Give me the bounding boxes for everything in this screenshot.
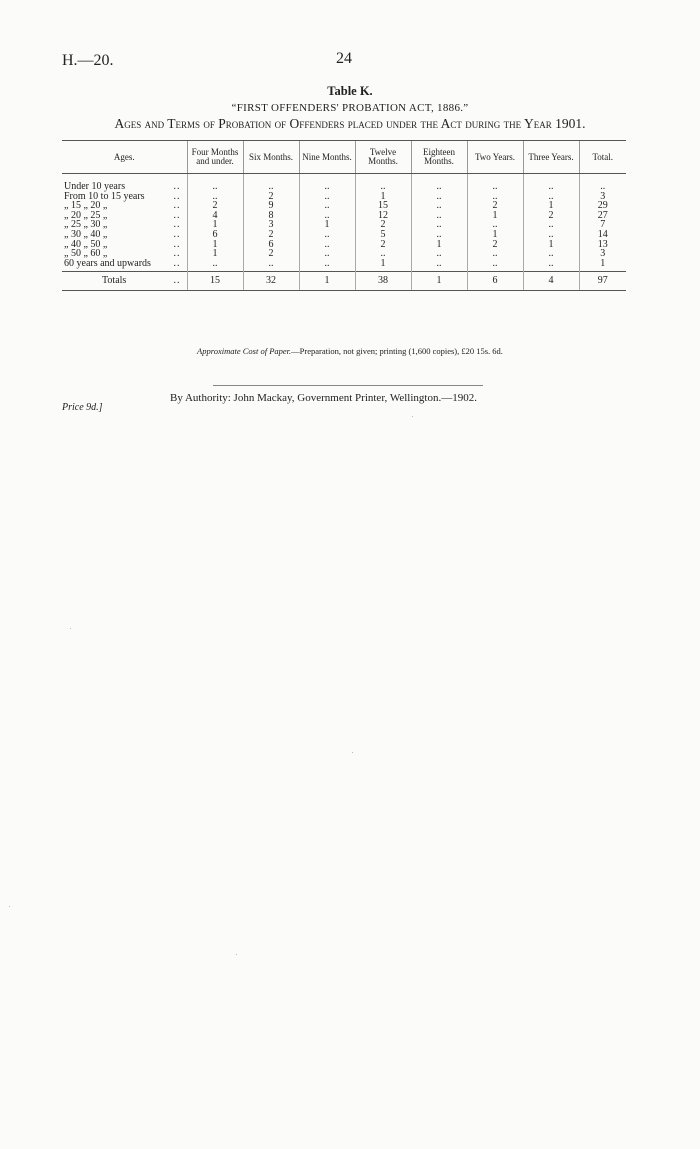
- table-cell: ..: [467, 249, 523, 259]
- table-cell: 3: [243, 220, 299, 230]
- table-body: [62, 174, 626, 291]
- table-cell: ..: [243, 259, 299, 272]
- table-cell: 1: [187, 249, 243, 259]
- table-cell: ..: [467, 174, 523, 192]
- table-cell: 97: [579, 272, 626, 291]
- table-cell: 15: [187, 272, 243, 291]
- table-cell: 1: [187, 240, 243, 250]
- column-header: Eighteen Months.: [411, 141, 467, 174]
- table-cell: 6: [187, 230, 243, 240]
- table-row: [62, 220, 626, 230]
- table-cell: 2: [467, 201, 523, 211]
- table-cell: 9: [243, 201, 299, 211]
- table-cell: ..: [523, 192, 579, 202]
- table-cell: ..: [411, 192, 467, 202]
- cost-note: [0, 346, 700, 356]
- table-cell: 4: [523, 272, 579, 291]
- table-cell: 7: [579, 220, 626, 230]
- table-cell: ..: [299, 249, 355, 259]
- table-cell: ..: [411, 230, 467, 240]
- column-header: Three Years.: [523, 141, 579, 174]
- table-cell: 15: [355, 201, 411, 211]
- table-cell: ..: [187, 192, 243, 202]
- leader-dots: ..: [173, 209, 181, 221]
- table-cell: 27: [579, 211, 626, 221]
- table-cell: ..: [411, 174, 467, 192]
- table-cell: 2: [243, 249, 299, 259]
- table-cell: ..: [299, 259, 355, 272]
- scan-speck: [9, 906, 10, 907]
- table-cell: ..: [411, 201, 467, 211]
- table-cell: 1: [467, 211, 523, 221]
- table-cell: ..: [467, 192, 523, 202]
- probation-table: [62, 140, 626, 291]
- table-cell: 12: [355, 211, 411, 221]
- table-header-row: [62, 141, 626, 174]
- column-header: Six Months.: [243, 141, 299, 174]
- table-cell: 2: [187, 201, 243, 211]
- scan-speck: [236, 954, 237, 955]
- document-code: H.—20.: [62, 52, 114, 69]
- table-cell: 2: [523, 211, 579, 221]
- table-cell: ..: [355, 249, 411, 259]
- leader-dots: ..: [173, 219, 181, 231]
- table-cell: ..: [523, 249, 579, 259]
- table-cell: 4: [187, 211, 243, 221]
- table-cell: 38: [355, 272, 411, 291]
- table-row: [62, 174, 626, 192]
- price-label: Price 9d.]: [62, 402, 103, 413]
- leader-dots: ..: [173, 190, 181, 202]
- table-cell: ..: [579, 174, 626, 192]
- table-cell: ..: [411, 249, 467, 259]
- table-cell: ..: [411, 211, 467, 221]
- leader-dots: ..: [173, 228, 181, 240]
- row-label: „ 20 „ 25 „: [64, 209, 108, 221]
- table-cell: ..: [411, 220, 467, 230]
- row-label: From 10 to 15 years: [64, 190, 145, 202]
- row-label: Under 10 years: [64, 181, 126, 192]
- leader-dots: ..: [173, 257, 181, 269]
- row-label: „ 30 „ 40 „: [64, 228, 108, 240]
- row-label: „ 40 „ 50 „: [64, 238, 108, 250]
- table-cell: 3: [579, 249, 626, 259]
- table-cell: ..: [299, 174, 355, 192]
- table-cell: 2: [355, 220, 411, 230]
- table-cell: ..: [299, 192, 355, 202]
- table-row: [62, 201, 626, 211]
- table-cell: 14: [579, 230, 626, 240]
- column-header: Two Years.: [467, 141, 523, 174]
- column-header: Four Months and under.: [187, 141, 243, 174]
- table-cell: ..: [299, 211, 355, 221]
- table-cell: 29: [579, 201, 626, 211]
- table-cell: 1: [355, 259, 411, 272]
- table-cell: 1: [411, 240, 467, 250]
- table-row: [62, 240, 626, 250]
- table-caption: Ages and Terms of Probation of Offenders placed under the Act during the Year 1901.: [114, 116, 586, 131]
- table-cell: ..: [523, 220, 579, 230]
- table-row: [62, 230, 626, 240]
- table-cell: ..: [467, 220, 523, 230]
- table-cell: ..: [523, 174, 579, 192]
- table-cell: 1: [523, 201, 579, 211]
- authority-line: By Authority: John Mackay, Government Printer, Wellington.—1902.: [170, 392, 477, 404]
- table-cell: 8: [243, 211, 299, 221]
- table-row: [62, 259, 626, 272]
- table-cell: 1: [299, 272, 355, 291]
- table-cell: 1: [187, 220, 243, 230]
- leader-dots: ..: [173, 181, 181, 192]
- table-cell: 1: [579, 259, 626, 272]
- footer-rule: [213, 385, 483, 386]
- table-cell: ..: [523, 230, 579, 240]
- column-header: Twelve Months.: [355, 141, 411, 174]
- table-cell: 2: [243, 230, 299, 240]
- leader-dots: ..: [173, 200, 181, 212]
- table-row: [62, 192, 626, 202]
- totals-label: [62, 272, 187, 291]
- table-cell: ..: [243, 174, 299, 192]
- table-cell: 1: [299, 220, 355, 230]
- table-cell: 32: [243, 272, 299, 291]
- table-cell: ..: [187, 259, 243, 272]
- scan-speck: [412, 416, 413, 417]
- table-cell: 6: [243, 240, 299, 250]
- table-cell: ..: [523, 259, 579, 272]
- age-label: [62, 174, 187, 192]
- table-cell: 1: [467, 230, 523, 240]
- row-label: „ 50 „ 60 „: [64, 248, 108, 260]
- column-header: Ages.: [62, 141, 187, 174]
- row-label: „ 25 „ 30 „: [64, 219, 108, 231]
- column-header: Total.: [579, 141, 626, 174]
- totals-row: [62, 272, 626, 291]
- table-cell: ..: [299, 201, 355, 211]
- leader-dots: ..: [173, 248, 181, 260]
- table-cell: 2: [243, 192, 299, 202]
- table-cell: 5: [355, 230, 411, 240]
- leader-dots: ..: [173, 275, 181, 287]
- table-row: [62, 211, 626, 221]
- table-cell: ..: [411, 259, 467, 272]
- page-number: 24: [336, 50, 352, 67]
- table-cell: ..: [355, 174, 411, 192]
- table-cell: ..: [299, 240, 355, 250]
- table-cell: 1: [411, 272, 467, 291]
- scan-speck: [70, 628, 71, 629]
- row-label: „ 15 „ 20 „: [64, 200, 108, 212]
- table-cell: ..: [467, 259, 523, 272]
- row-label: Totals: [102, 275, 127, 287]
- column-header: Nine Months.: [299, 141, 355, 174]
- table-cell: 6: [467, 272, 523, 291]
- cost-label: Approximate Cost of Paper.: [197, 346, 292, 356]
- table-cell: 2: [355, 240, 411, 250]
- table-cell: ..: [187, 174, 243, 192]
- table-cell: 13: [579, 240, 626, 250]
- table-cell: 1: [523, 240, 579, 250]
- row-label: 60 years and upwards: [64, 257, 151, 269]
- table-cell: ..: [299, 230, 355, 240]
- table-cell: 3: [579, 192, 626, 202]
- act-title: “FIRST OFFENDERS' PROBATION ACT, 1886.”: [231, 102, 469, 114]
- age-label: [62, 259, 187, 272]
- leader-dots: ..: [173, 238, 181, 250]
- table-cell: 2: [467, 240, 523, 250]
- scan-speck: [352, 752, 353, 753]
- cost-text: —Preparation, not given; printing (1,600 copies), £20 15s. 6d.: [291, 346, 503, 356]
- table-title: Table K.: [327, 84, 373, 98]
- table-cell: 1: [355, 192, 411, 202]
